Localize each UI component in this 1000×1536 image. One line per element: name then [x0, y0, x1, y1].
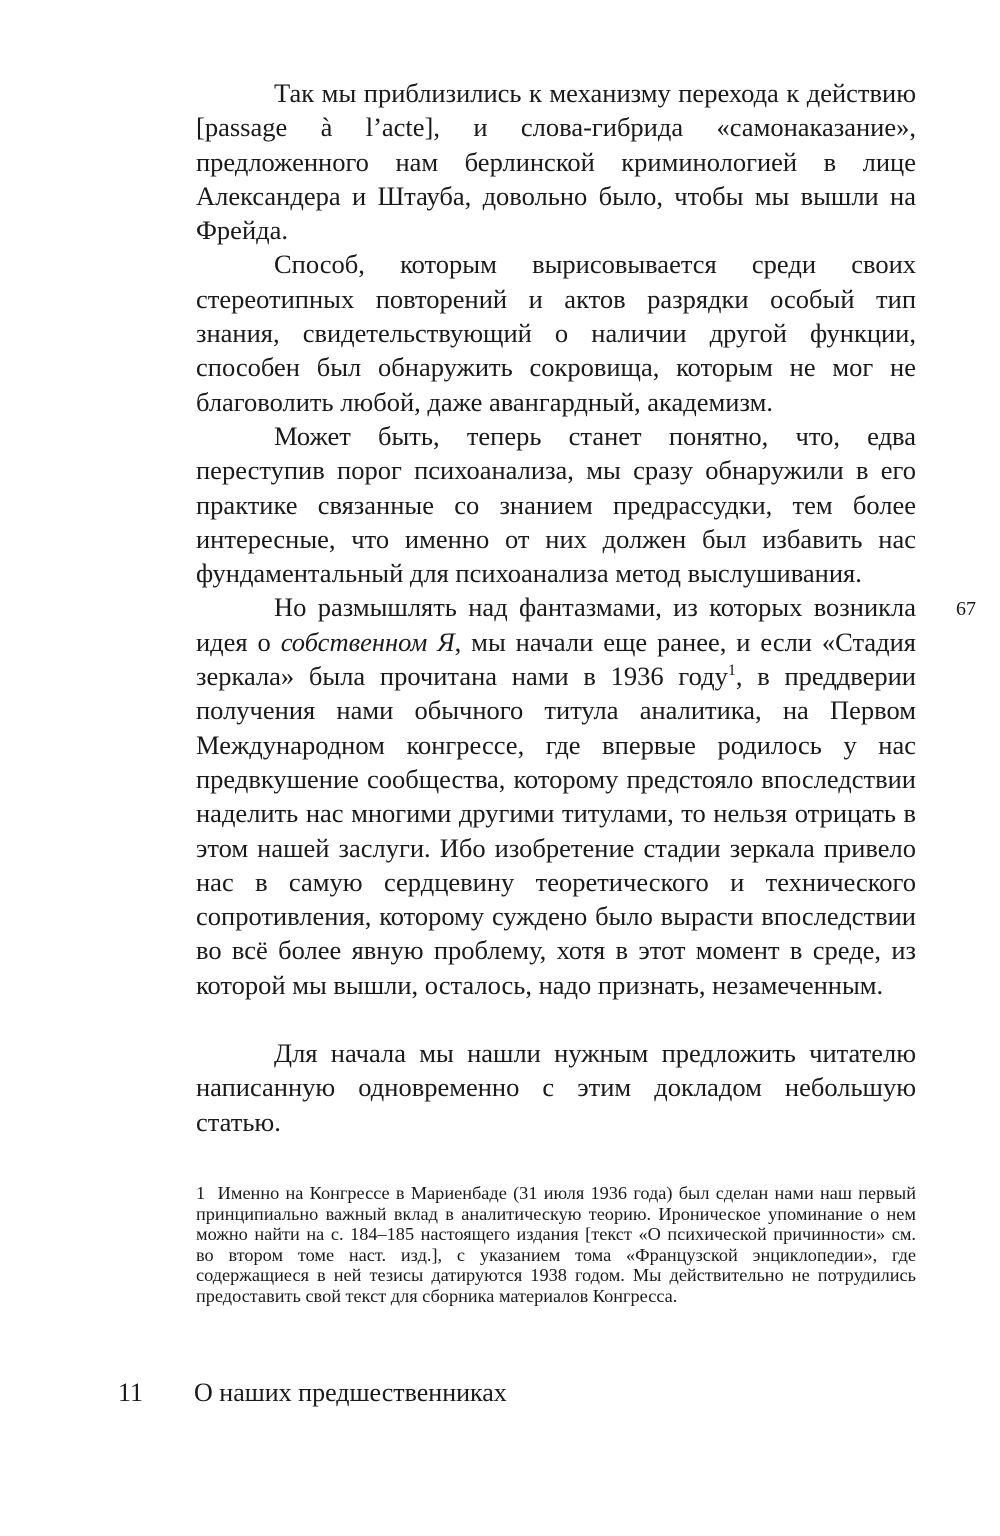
main-text	[196, 76, 916, 1139]
paragraph-text: Но размышлять над фантазмами, из которых возникла идея о	[196, 592, 916, 657]
emphasis-text: собственном Я	[280, 626, 455, 657]
margin-page-number: 67	[956, 598, 976, 620]
footnote-text: Именно на Конгрессе в Мариенбаде (31 июля 1936 года) был сделан нами наш первый принципиально важный вклад в аналитическую теорию. Ироническое упоминание о нем можно найти на с. 184–185 настоящего издания [текст «О психической причинности» см. во втором томе наст. изд.], с указанием тома «Французской энциклопедии», где содержащиеся в ней тезисы датируются 1938 годом. Мы действительно не потрудились предоставить свой текст для сборника материалов Конгресса.	[196, 1183, 916, 1306]
section-title: О наших предшественниках	[194, 1378, 507, 1407]
footnote	[196, 1183, 916, 1307]
paragraph	[196, 590, 916, 1002]
paragraph: Для начала мы нашли нужным предложить читателю написанную одновременно с этим докладом небольшую статью.	[196, 1038, 916, 1137]
footnote-reference[interactable]: 1	[727, 662, 736, 680]
page-number: 11	[118, 1378, 144, 1407]
paragraph-text: , мы начали еще ранее, и если «Стадия зеркала» была прочитана нами в 1936 году	[196, 626, 916, 692]
paragraph: Способ, которым вырисовывается среди своих стереотипных повторений и актов разрядки особый тип знания, свидетельствующий о наличии другой функции, способен был обнаружить сокровища, которым не мог не благоволить любой, даже авангардный, академизм.	[196, 249, 916, 417]
running-footer	[118, 1378, 507, 1408]
paragraph: Может быть, теперь станет понятно, что, едва переступив порог психоанализа, мы сразу обнаружили в его практике связанные со знанием предрассудки, тем более интересные, что именно от них должен был избавить нас фундаментальный для психоанализа метод выслушивания.	[196, 420, 916, 589]
paragraph: Так мы приблизились к механизму перехода к действию [passage à l’acte], и слова-гибрида «самонаказание», предложенного нам берлинской криминологией в лице Александера и Штауба, довольно было, чтобы мы вышли на Фрейда.	[196, 78, 916, 246]
paragraph-text: , в преддверии получения нами обычного титула аналитика, на Первом Международном конгрессе, где впервые родилось у нас предвкушение сообщества, которому предстояло впоследствии наделить нас многими другими титулами, то нельзя отрицать в этом нашей заслуги. Ибо изобретение стадии зеркала привело нас в самую сердцевину теоретического и технического сопротивления, которому суждено было вырасти впоследствии во всё более явную проблему, хотя в этот момент в среде, из которой мы вышли, осталось, надо признать, незамеченным.	[196, 661, 916, 1000]
footnote-number: 1	[196, 1183, 206, 1203]
